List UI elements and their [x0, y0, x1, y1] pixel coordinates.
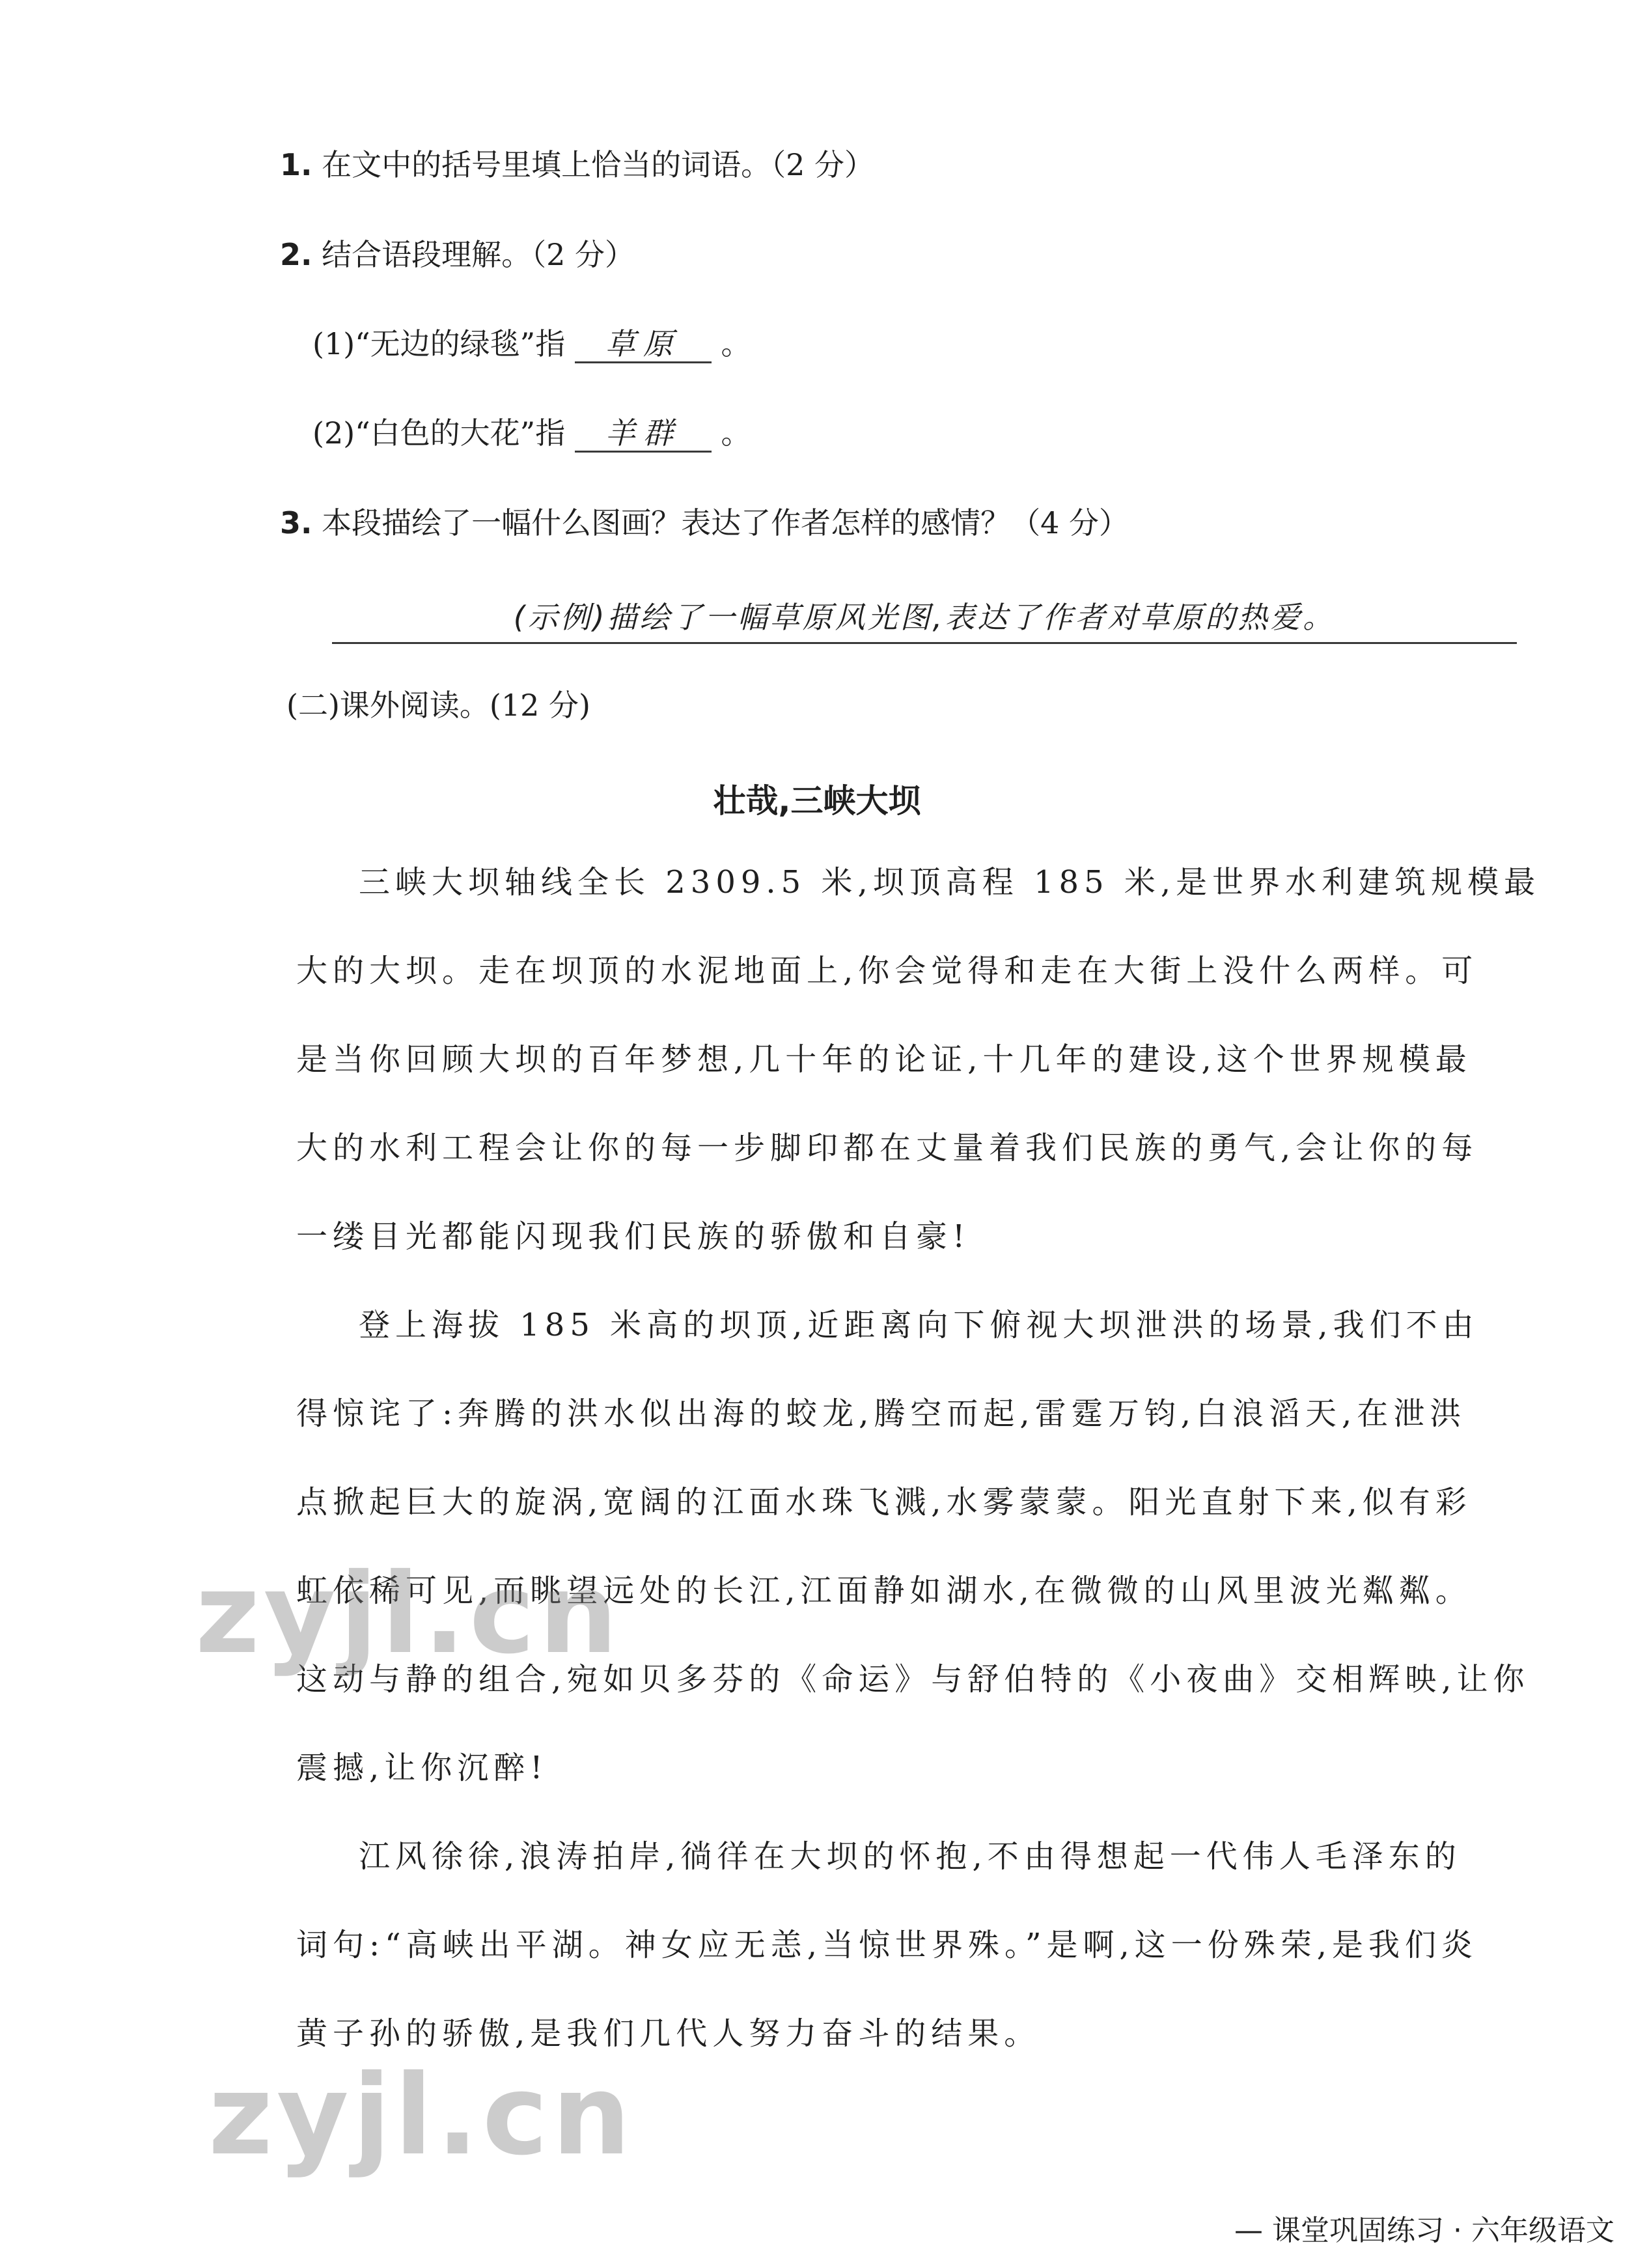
question-2-number: 2. [280, 237, 312, 272]
paragraph-2-line: 这动与静的组合,宛如贝多芬的《命运》与舒伯特的《小夜曲》交相辉映,让你 [296, 1661, 1530, 1698]
question-2-sub-1 [312, 326, 751, 363]
question-2-sub-2 [312, 415, 751, 453]
sub-2-suffix: 。 [721, 415, 751, 451]
question-3 [280, 505, 1129, 540]
sub-2-answer: 羊群 [575, 418, 712, 453]
sub-2-prefix: (2)“白色的大花”指 [312, 415, 566, 451]
paragraph-3-line: 词句:“高峡出平湖。神女应无恙,当惊世界殊。”是啊,这一份殊荣,是我们炎 [296, 1927, 1478, 1963]
paragraph-2-line: 点掀起巨大的旋涡,宽阔的江面水珠飞溅,水雾蒙蒙。阳光直射下来,似有彩 [296, 1484, 1472, 1520]
paragraph-1-line: 大的大坝。走在坝顶的水泥地面上,你会觉得和走在大街上没什么两样。可 [296, 953, 1478, 989]
watermark: zyjl.cn [195, 1550, 622, 1679]
page-footer: — 课堂巩固练习 · 六年级语文 [1234, 2214, 1614, 2247]
sub-1-prefix: (1)“无边的绿毯”指 [312, 326, 566, 361]
question-2 [280, 237, 635, 272]
paragraph-2-line: 得惊诧了:奔腾的洪水似出海的蛟龙,腾空而起,雷霆万钧,白浪滔天,在泄洪 [296, 1395, 1467, 1432]
paragraph-1-line: 三峡大坝轴线全长 2309.5 米,坝顶高程 185 米,是世界水利建筑规模最 [359, 864, 1541, 901]
paragraph-1-line: 是当你回顾大坝的百年梦想,几十年的论证,十几年的建设,这个世界规模最 [296, 1041, 1472, 1078]
paragraph-2-line: 虹依稀可见,而眺望远处的长江,江面静如湖水,在微微的山风里波光粼粼。 [296, 1573, 1472, 1609]
paragraph-2-line: 登上海拔 185 米高的坝顶,近距离向下俯视大坝泄洪的场景,我们不由 [359, 1307, 1479, 1343]
paragraph-1-line: 大的水利工程会让你的每一步脚印都在丈量着我们民族的勇气,会让你的每 [296, 1130, 1478, 1166]
question-1 [280, 147, 874, 182]
sub-1-answer: 草原 [575, 329, 712, 363]
paragraph-2-line: 震撼,让你沉醉! [296, 1750, 548, 1786]
question-2-text: 结合语段理解。（2 分） [322, 237, 635, 272]
question-1-text: 在文中的括号里填上恰当的词语。（2 分） [322, 147, 874, 182]
question-3-text: 本段描绘了一幅什么图画？表达了作者怎样的感情？（4 分） [322, 505, 1129, 540]
article-title: 壮哉,三峡大坝 [713, 782, 921, 820]
sub-1-suffix: 。 [721, 326, 751, 361]
question-3-number: 3. [280, 505, 312, 540]
watermark: zyjl.cn [208, 2051, 635, 2180]
paragraph-3-line: 江风徐徐,浪涛拍岸,徜徉在大坝的怀抱,不由得想起一代伟人毛泽东的 [359, 1838, 1461, 1875]
paragraph-3-line: 黄子孙的骄傲,是我们几代人努力奋斗的结果。 [296, 2015, 1041, 2052]
question-3-answer: (示例)描绘了一幅草原风光图,表达了作者对草原的热爱。 [332, 594, 1517, 644]
article-body [296, 838, 1541, 2078]
section-label: (二)课外阅读。(12 分) [286, 688, 590, 723]
paragraph-1-line: 一缕目光都能闪现我们民族的骄傲和自豪! [296, 1218, 971, 1255]
question-1-number: 1. [280, 147, 312, 182]
